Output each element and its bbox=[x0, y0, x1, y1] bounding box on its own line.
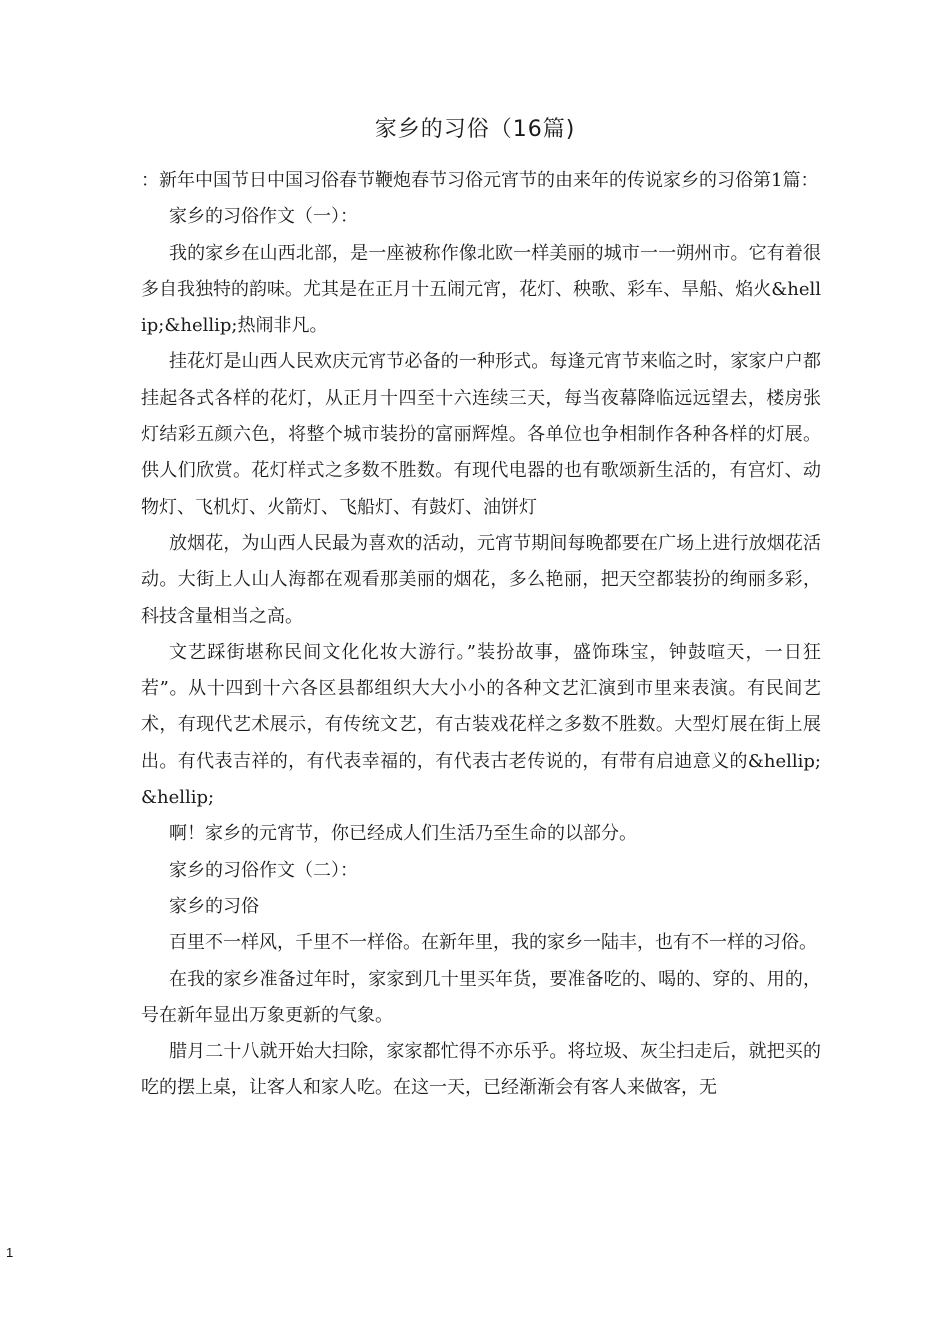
body-paragraph: 百里不一样风，千里不一样俗。在新年里，我的家乡一陆丰，也有不一样的习俗。 bbox=[169, 932, 817, 954]
intro-paragraph: ：新年中国节日中国习俗春节鞭炮春节习俗元宵节的由来年的传说家乡的习俗第1篇： bbox=[141, 170, 819, 191]
body-paragraph: 我的家乡在山西北部，是一座被称作像北欧一样美丽的城市一一朔州市。它有着很多自我独特的韵味。尤其是在正月十五闹元宵，花灯、秧歌、彩车、旱船、焰火&hellip;&hellip;热闹非凡。 bbox=[141, 242, 821, 337]
body-paragraph: 放烟花，为山西人民最为喜欢的活动，元宵节期间每晚都要在广场上进行放烟花活动。大街上人山人海都在观看那美丽的烟花，多么艳丽，把天空都装扮的绚丽多彩，科技含量相当之高。 bbox=[141, 532, 821, 627]
section-heading-1: 家乡的习俗作文（一）： bbox=[169, 206, 358, 228]
section-heading-2: 家乡的习俗作文（二）： bbox=[169, 859, 358, 881]
body-paragraph: 挂花灯是山西人民欢庆元宵节必备的一种形式。每逢元宵节来临之时，家家户户都挂起各式各样的花灯，从正月十四至十六连续三天，每当夜幕降临远远望去，楼房张灯结彩五颜六色，将整个城市装扮的富丽辉煌。各单位也争相制作各种各样的灯展。供人们欣赏。花灯样式之多数不胜数。有现代电器的也有歌颂新生活的，有宫灯、动物灯、飞机灯、火箭灯、飞船灯、有鼓灯、油饼灯 bbox=[141, 351, 821, 518]
page-number: 1 bbox=[6, 1245, 14, 1260]
body-paragraph: 在我的家乡准备过年时，家家到几十里买年货，要准备吃的、喝的、穿的、用的，号在新年显出万象更新的气象。 bbox=[141, 968, 821, 1026]
document-title: 家乡的习俗（16篇) bbox=[374, 117, 576, 142]
document-body bbox=[141, 163, 821, 1107]
body-paragraph: 啊！家乡的元宵节，你已经成人们生活乃至生命的以部分。 bbox=[169, 823, 637, 845]
body-paragraph: 文艺踩街堪称民间文化化妆大游行。”装扮故事，盛饰珠宝，钟鼓喧天，一日狂若”。从十四到十六各区县都组织大大小小的各种文艺汇演到市里来表演。有民间艺术，有现代艺术展示，有传统文艺，有古装戏花样之多数不胜数。大型灯展在街上展出。有代表吉祥的，有代表幸福的，有代表古老传说的，有带有启迪意义的&hellip;&hellip; bbox=[141, 641, 821, 809]
essay-title: 家乡的习俗 bbox=[169, 895, 259, 917]
body-paragraph: 腊月二十八就开始大扫除，家家都忙得不亦乐乎。将垃圾、灰尘扫走后，就把买的吃的摆上桌，让客人和家人吃。在这一天，已经渐渐会有客人来做客，无 bbox=[141, 1041, 821, 1099]
